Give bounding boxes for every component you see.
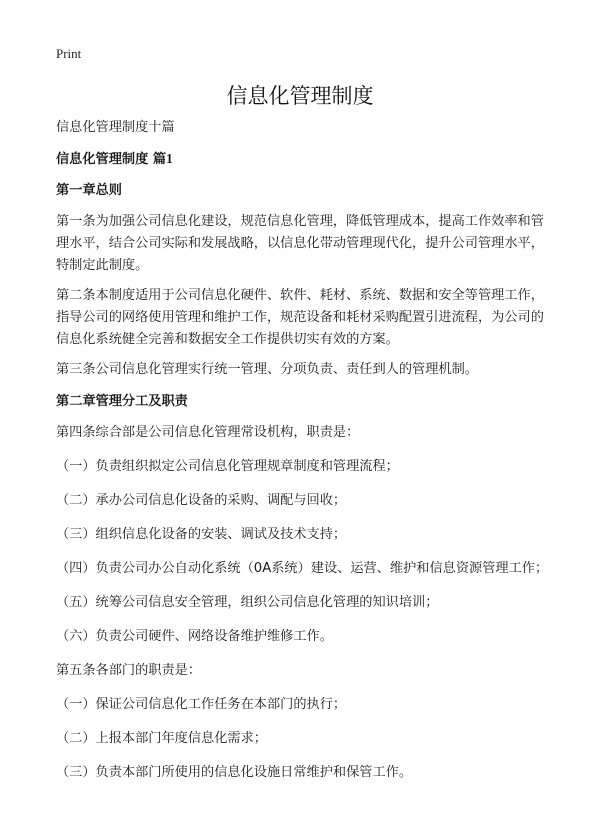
list-item: （三）组织信息化设备的安装、调试及技术支持； <box>56 527 347 542</box>
part-heading <box>56 148 554 171</box>
part-heading-text: 信息化管理制度 篇 <box>56 152 167 167</box>
list-item: （一）负责组织拟定公司信息化管理规章制度和管理流程； <box>56 459 399 474</box>
document-body <box>56 117 554 796</box>
article-2: 第二条本制度适用于公司信息化硬件、软件、耗材、系统、数据和安全等管理工作，指导公司的网络使用管理和维护工作，规范设备和耗材采购配置引进流程，为公司的信息化系统健全完善和数据安全工作提供切实有效的方案。 <box>56 288 544 347</box>
article-1: 第一条为加强公司信息化建设，规范信息化管理，降低管理成本，提高工作效率和管理水平，结合公司实际和发展战略，以信息化带动管理现代化，提升公司管理水平，特制定此制度。 <box>56 214 544 273</box>
document-title: 信息化管理制度 <box>226 84 374 108</box>
article-5: 第五条各部门的职责是： <box>56 663 202 678</box>
print-link[interactable]: Print <box>56 46 82 61</box>
part-heading-number: 1 <box>166 151 173 166</box>
list-item: （五）统筹公司信息安全管理，组织公司信息化管理的知识培训； <box>56 595 439 610</box>
list-item: （二）承办公司信息化设备的采购、调配与回收； <box>56 493 347 508</box>
document-subtitle: 信息化管理制度十篇 <box>56 120 175 135</box>
article-4: 第四条综合部是公司信息化管理常设机构，职责是： <box>56 425 360 440</box>
article-3: 第三条公司信息化管理实行统一管理、分项负责、责任到人的管理机制。 <box>56 362 478 377</box>
chapter-heading-2: 第二章管理分工及职责 <box>56 394 188 409</box>
list-item: （一）保证公司信息化工作任务在本部门的执行； <box>56 697 347 712</box>
list-item: （六）负责公司硬件、网络设备维护维修工作。 <box>56 629 333 644</box>
chapter-heading-1: 第一章总则 <box>56 183 122 198</box>
list-item: （二）上报本部门年度信息化需求； <box>56 731 267 746</box>
list-item: （四）负责公司办公自动化系统（0A系统）建设、运营、维护和信息资源管理工作； <box>56 561 549 576</box>
list-item: （三）负责本部门所使用的信息化设施日常维护和保管工作。 <box>56 765 413 780</box>
